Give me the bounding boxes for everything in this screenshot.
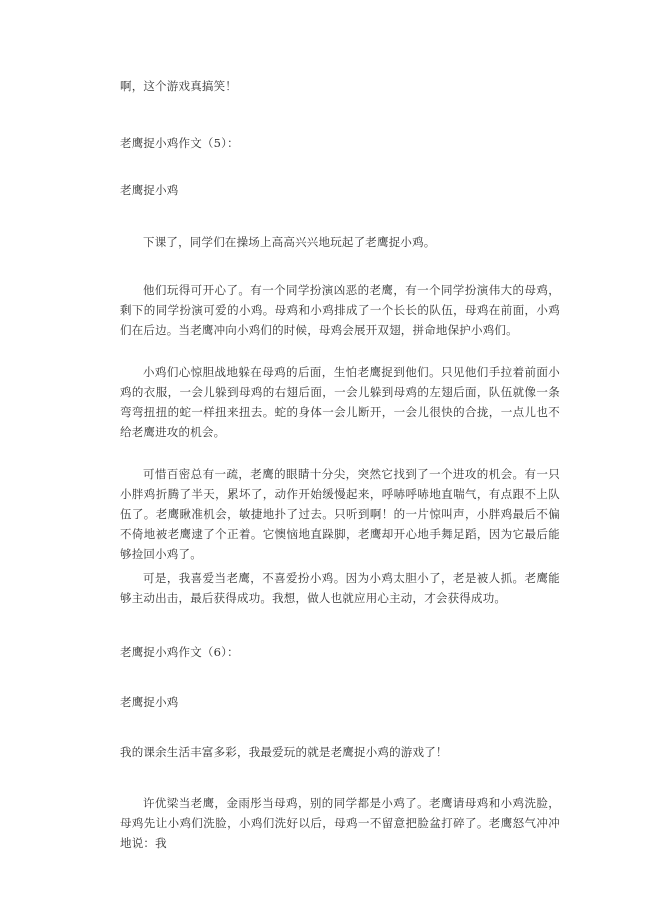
paragraph-eagle-attack: 可惜百密总有一疏，老鹰的眼睛十分尖，突然它找到了一个进攻的机会。有一只小胖鸡折腾了半天，累坏了，动作开始缓慢起来，呼哧呼哧地直喘气，有点跟不上队伍了。老鹰瞅准机会，敏捷地扑了过去。只听到啊！的一片惊叫声，小胖鸡最后不偏不倚地被老鹰逮了个正着。它懊恼地直跺脚，老鹰却开心地手舞足蹈，因为它最后能够捡回小鸡了。 — [120, 467, 560, 561]
paragraph-roles-6: 许优梁当老鹰，金雨彤当母鸡，别的同学都是小鸡了。老鹰请母鸡和小鸡洗脸，母鸡先让小鸡们洗脸，小鸡们洗好以后，母鸡一不留意把脸盆打碎了。老鹰怒气冲冲地说：我 — [120, 796, 560, 850]
paragraph-conclusion-5: 可是，我喜爱当老鹰，不喜爱扮小鸡。因为小鸡太胆小了，老是被人抓。老鹰能够主动出击，最后获得成功。我想，做人也就应用心主动，才会获得成功。 — [120, 571, 560, 605]
paragraph-chicks-hiding: 小鸡们心惊胆战地躲在母鸡的后面，生怕老鹰捉到他们。只见他们手拉着前面小鸡的衣服，一会儿躲到母鸡的右翅后面，一会儿躲到母鸡的左翅后面，队伍就像一条弯弯扭扭的蛇一样扭来扭去。蛇的身体一会儿断开，一会儿很快的合拢，一点儿也不给老鹰进攻的机会。 — [120, 365, 560, 439]
essay-heading-5: 老鹰捉小鸡作文（5）： — [120, 136, 239, 150]
paragraph-roles: 他们玩得可开心了。有一个同学扮演凶恶的老鹰，有一个同学扮演伟大的母鸡，剩下的同学扮演可爱的小鸡。母鸡和小鸡排成了一个长长的队伍，母鸡在前面，小鸡们在后边。当老鹰冲向小鸡们的时候，母鸡会展开双翅，拼命地保护小鸡们。 — [120, 283, 560, 337]
essay-title-6: 老鹰捉小鸡 — [120, 695, 179, 709]
paragraph-intro-5: 下课了，同学们在操场上高高兴兴地玩起了老鹰捉小鸡。 — [143, 235, 436, 249]
essay-title-5: 老鹰捉小鸡 — [120, 183, 179, 197]
paragraph-intro-6: 我的课余生活丰富多彩，我最爱玩的就是老鹰捉小鸡的游戏了！ — [120, 745, 448, 759]
essay-heading-6: 老鹰捉小鸡作文（6）： — [120, 645, 239, 659]
paragraph-closing-line: 啊，这个游戏真搞笑！ — [120, 79, 237, 93]
